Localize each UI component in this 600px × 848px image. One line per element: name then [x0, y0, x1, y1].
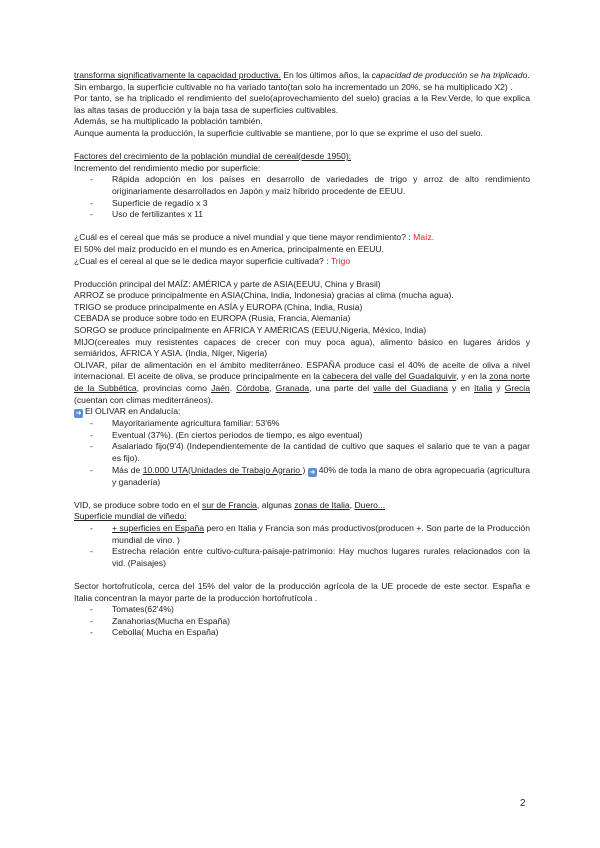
- paragraph-rendimiento: Por tanto, se ha triplicado el rendimiento del suelo(aprovechamiento del suelo) gracias a la Rev.Verde, lo que explica las altas tasas de producción y la baja tasa de superficies cultivables.: [74, 93, 530, 115]
- list-item: - Mayoritariamente agricultura familiar: 53'6%: [112, 418, 530, 430]
- underlined-text: Grecia: [504, 383, 530, 394]
- text: pero en Italia y Francia son más productivos(producen +. Son parte de la Producción mundial de vino. ): [112, 522, 530, 545]
- section-heading-factores: Factores del crecimiento de la población mundial de cereal(desde 1950):: [74, 151, 352, 162]
- text: En los últimos años, la: [280, 70, 372, 80]
- paragraph-superficie: Sin embargo, la superficie cultivable no ha variado tanto(tan solo ha incrementado un 20%, se ha multiplicado X2) .: [74, 81, 513, 92]
- underlined-text: 10.000 UTA(Unidades de Trabajo Agrario ): [142, 464, 306, 475]
- answer-text: Trigo: [330, 255, 351, 266]
- paragraph-olivar: [74, 360, 530, 406]
- underlined-text: cabecera del valle del Guadalquivir: [322, 371, 457, 382]
- underlined-text: Jaén: [211, 383, 230, 394]
- text: 40% de toda la mano de obra agropecuaria (agricultura y ganadería): [112, 464, 531, 487]
- question-text: ¿Cuál es el cereal que más se produce a nivel mundial y que tiene mayor rendimiento? :: [74, 232, 414, 243]
- underlined-text: Córdoba: [236, 383, 270, 394]
- underlined-text: Duero...: [354, 499, 386, 510]
- text: .: [527, 70, 530, 80]
- text: (cuentan con climas mediterráneos).: [74, 394, 213, 405]
- list-item: [112, 523, 530, 546]
- text: , y en la: [456, 371, 490, 382]
- text: OLIVAR, pilar de alimentación en el ámbito mediterráneo. ESPAÑA produce casi el 40% de aceite de oliva a nivel internacional. El aceite de oliva, se produce principalmente en la: [74, 359, 530, 382]
- paragraph-sorgo: SORGO se produce principalmente en ÁFRICA Y AMÉRICAS (EEUU,Nigeria, México, India): [74, 325, 427, 336]
- paragraph-trigo: TRIGO se produce principalmente en ASÍA y EUROPA (China, India, Rusia): [74, 301, 363, 312]
- factores-intro: Incremento del rendimiento medio por superficie:: [74, 162, 261, 173]
- horto-list: [74, 604, 530, 639]
- andalucia-heading: [74, 406, 530, 418]
- text: y en: [447, 383, 475, 394]
- text: , algunas: [256, 499, 295, 510]
- underlined-text: zona norte de la Subbética: [74, 371, 530, 394]
- text: .: [229, 383, 237, 394]
- paragraph-suelo: Aunque aumenta la producción, la superficie cultivable se mantiene, por lo que se exprime el uso del suelo.: [74, 127, 483, 138]
- heading-text: El OLIVAR en Andalucía:: [85, 406, 181, 417]
- question-trigo: [74, 256, 530, 268]
- question-maiz: [74, 232, 530, 244]
- text: , provincias como: [136, 383, 212, 394]
- vinedo-list: [74, 523, 530, 569]
- paragraph-hortofruticola: Sector hortofrutícola, cerca del 15% del valor de la producción agrícola de la UE procede de este sector. España e Italia concentran la mayor parte de la producción hortofrutícola .: [74, 580, 530, 603]
- paragraph-cebada: CEBADA se produce sobre todo en EUROPA (Rusia, Francia, Alemanía): [74, 313, 351, 324]
- underlined-text: + superficies en España: [112, 522, 205, 533]
- underlined-text: transforma significativamente la capacidad productiva.: [74, 70, 281, 80]
- text: ,: [349, 499, 355, 510]
- list-item: - Eventual (37%). (En ciertos periodos de tiempo, es algo eventual): [112, 430, 530, 442]
- page-number: 2: [520, 798, 526, 809]
- list-item-uta: [112, 465, 530, 489]
- list-item: - Cebolla( Mucha en España): [112, 627, 530, 639]
- list-item: - Tomates(62'4%): [112, 604, 530, 616]
- list-item: - Estrecha relación entre cultivo-cultura-paisaje-patrimonio: Hay muchos lugares rurales relacionados con la vid. (Paisajes): [112, 546, 530, 569]
- factores-list: [74, 174, 530, 220]
- andalucia-list: [74, 418, 530, 488]
- text: y: [492, 383, 505, 394]
- text: , una parte del: [309, 383, 374, 394]
- section-heading-vinedo: Superficie mundial de viñedo:: [74, 511, 187, 522]
- list-item: - Superficie de regadío x 3: [112, 198, 530, 210]
- answer-text: Maíz.: [413, 232, 435, 243]
- right-arrow-icon: ➜: [309, 468, 316, 476]
- paragraph-arroz: ARROZ se produce principalmente en ASIA(China, India, Indonesia) gracias al clima (mucha agua).: [74, 290, 454, 301]
- text: ,: [269, 383, 276, 394]
- paragraph-productividad: [74, 70, 530, 82]
- underlined-text: valle del Guadiana: [373, 383, 448, 394]
- list-item: - Zanahorias(Mucha en España): [112, 616, 530, 628]
- document-page: [74, 70, 530, 639]
- paragraph-vid: [74, 500, 530, 512]
- paragraph-maiz: Producción principal del MAÍZ: AMÉRICA y parte de ASIA(EEUU, China y Brasil): [74, 278, 381, 289]
- paragraph-poblacion: Además, se ha multiplicado la población también.: [74, 116, 263, 127]
- right-arrow-icon: ➜: [75, 410, 82, 418]
- underlined-text: zonas de Italia: [294, 499, 350, 510]
- underlined-text: sur de Francia: [202, 499, 257, 510]
- underlined-text: Italia: [474, 383, 493, 394]
- paragraph-mijo: MIJO(cereales muy resistentes capaces de crecer con muy poca agua), alimento básico en lugares áridos y semiáridos, ÁFRICA Y ASIA. (India, Níger, Nigeria): [74, 336, 530, 359]
- paragraph-maiz-america: El 50% del maíz producido en el mundo es en America, principalmente en EEUU.: [74, 243, 385, 254]
- question-text: ¿Cual es el cereal al que se le dedica mayor superficie cultivada? :: [74, 255, 331, 266]
- italic-text: capacidad de producción se ha triplicado: [371, 70, 528, 80]
- list-item: - Uso de fertilizantes x 11: [112, 209, 530, 221]
- text: Más de: [112, 464, 143, 475]
- text: VID, se produce sobre todo en el: [74, 499, 203, 510]
- list-item: - Rápida adopción en los países en desarrollo de variedades de trigo y arroz de alto rendimiento originariamente desarrollados en Japón y maíz híbrido procedente de EEUU.: [112, 174, 530, 197]
- underlined-text: Granada: [275, 383, 310, 394]
- list-item: - Asalariado fijo(9'4) (Independientemente de la cantidad de cultivo que saques el salario que te van a pagar es fijo).: [112, 441, 530, 464]
